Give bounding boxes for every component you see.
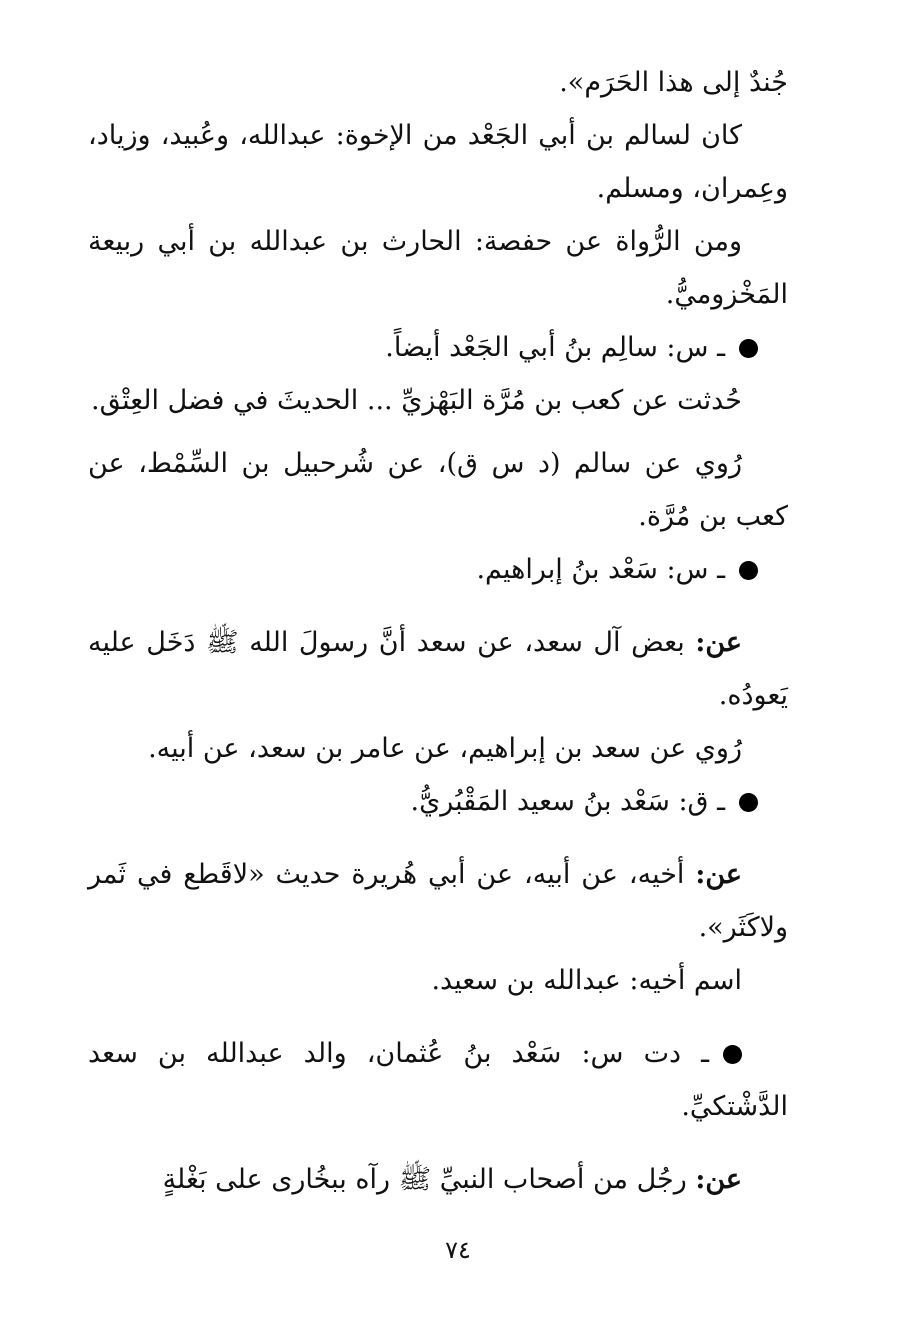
paragraph-hadith-itq: حُدثت عن كعب بن مُرَّة البَهْزيِّ ... الحديثَ في فضل العِتْق. xyxy=(91,385,742,416)
bullet-icon xyxy=(723,1045,742,1064)
bullet-icon xyxy=(739,561,758,580)
paragraph-brothers: كان لسالم بن أبي الجَعْد من الإخوة: عبدالله، وعُبيد، وزياد، وعِمران، ومسلم. xyxy=(88,120,788,204)
paragraph-an-saad: عن: بعض آل سعد، عن سعد أنَّ رسولَ الله ﷺ دَخَل عليه يَعودُه. xyxy=(88,627,788,711)
paragraph-an-rajul: عن: رجُل من أصحاب النبيِّ ﷺ رآه ببخُارى على بَغْلةٍ xyxy=(162,1164,742,1195)
entry-heading-saad-saeed: ـ ق: سَعْد بنُ سعيد المَقْبُريُّ. xyxy=(88,775,788,828)
an-label: عن: xyxy=(695,859,742,890)
entry-heading-salim: ـ س: سالِم بنُ أبي الجَعْد أيضاً. xyxy=(88,321,788,374)
paragraph-continuation: جُندٌ إلى هذا الحَرَم». xyxy=(559,67,788,98)
paragraph-brother-name: اسم أخيه: عبدالله بن سعيد. xyxy=(431,965,742,996)
an-label: عن: xyxy=(695,1164,742,1195)
paragraph-narrators: ومن الرُّواة عن حفصة: الحارث بن عبدالله بن أبي ربيعة المَخْزوميُّ. xyxy=(88,226,788,310)
paragraph-an-akhihi: عن: أخيه، عن أبيه، عن أبي هُريرة حديث «لاقَطع في ثَمر ولاكَثَر». xyxy=(88,859,788,943)
bullet-icon xyxy=(739,793,758,812)
text-body xyxy=(88,56,788,1206)
page-number: ٧٤ xyxy=(445,1236,471,1264)
an-label: عن: xyxy=(695,627,742,658)
entry-heading-saad-ibrahim: ـ س: سَعْد بنُ إبراهيم. xyxy=(88,543,788,596)
entry-heading-saad-uthman: ـ دت س: سَعْد بنُ عُثمان، والد عبدالله بن سعد الدَّشْتكيِّ. xyxy=(88,1038,788,1122)
bullet-icon xyxy=(739,339,758,358)
paragraph-salim-narration: رُوي عن سالم (د س ق)، عن شُرحبيل بن السِّمْط، عن كعب بن مُرَّة. xyxy=(88,448,788,532)
paragraph-saad-narration: رُوي عن سعد بن إبراهيم، عن عامر بن سعد، عن أبيه. xyxy=(148,733,742,764)
